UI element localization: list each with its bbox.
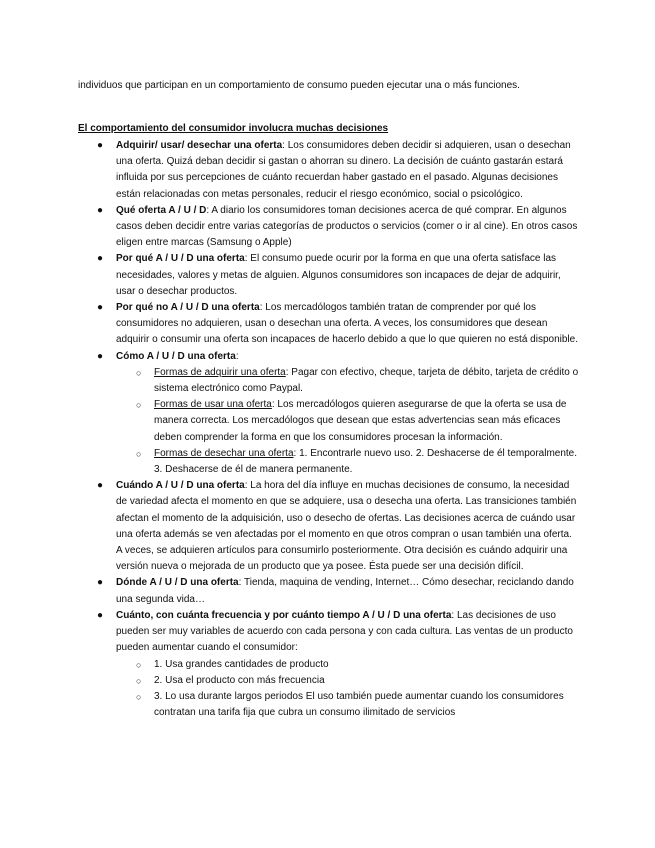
cuanto-sublist bbox=[116, 657, 579, 722]
item-title: Cómo A / U / D una oferta bbox=[116, 350, 236, 362]
sublist-label: Formas de desechar una oferta bbox=[154, 447, 294, 459]
item-text: : A diario los consumidores toman decisiones acerca de qué comprar. En algunos casos deben decidir entre varias categorías de productos o servicios (comer o ir al cine). En otros casos eligen entre marcas (Samsung o Apple) bbox=[116, 204, 578, 249]
section-heading: El comportamiento del consumidor involucra muchas decisiones bbox=[78, 123, 389, 134]
sublist-text: : Pagar con efectivo, cheque, tarjeta de débito, tarjeta de crédito o sistema electrónico como Paypal. bbox=[154, 366, 579, 395]
bullet-icon: ● bbox=[97, 204, 104, 216]
list-item bbox=[97, 349, 579, 479]
item-title: Qué oferta A / U / D bbox=[116, 204, 207, 216]
sublist-label: Formas de usar una oferta bbox=[154, 399, 272, 411]
sublist-item bbox=[136, 657, 579, 673]
item-text: : Las decisiones de uso pueden ser muy variables de acuerdo con cada persona y con cada cultura. Las ventas de un producto pueden aumentar cuando el consumidor: bbox=[116, 609, 573, 654]
item-text: : Tienda, maquina de vending, Internet… Cómo desechar, reciclando dando una segunda vida… bbox=[116, 577, 574, 605]
item-text: : bbox=[235, 350, 239, 362]
intro-paragraph: individuos que participan en un comportamiento de consumo pueden ejecutar una o más funciones. bbox=[78, 80, 520, 91]
bullet-icon: ● bbox=[97, 253, 104, 265]
hollow-bullet-icon: ○ bbox=[136, 448, 142, 459]
hollow-bullet-icon: ○ bbox=[136, 691, 142, 702]
sublist-text: 3. Lo usa durante largos periodos El uso también puede aumentar cuando los consumidores contratan una tarifa fija que cubra un consumo ilimitado de servicios bbox=[154, 690, 564, 719]
sublist-text: : Los mercadólogos quieren asegurarse de que la oferta se usa de manera correcta. Los mercadólogos que desean que estas advertencias sean más eficaces deben comprender la forma en que los consumidores procesan la información. bbox=[154, 399, 567, 443]
hollow-bullet-icon: ○ bbox=[136, 400, 142, 411]
decisions-list bbox=[0, 138, 655, 721]
hollow-bullet-icon: ○ bbox=[136, 675, 142, 686]
bullet-icon: ● bbox=[97, 140, 104, 151]
item-text: : La hora del día influye en muchas decisiones de consumo, la necesidad de variedad afecta el momento en que se adquiere, usa o desecha una oferta. Las transiciones también afectan el momento de la adquisición, uso o desecho de ofertas. Las decisiones acerca de cuándo usar una oferta además se ven afectadas por el momento en que otros compran o usan también una oferta. A veces, se adquieren artículos para consumirlo posteriormente. Otra decisión es cuándo adquirir una versión nueva o mejorada de un producto que ya posee. Ésta puede ser una decisión difícil. bbox=[116, 480, 577, 573]
sublist-item bbox=[136, 397, 579, 446]
list-item bbox=[97, 138, 579, 203]
hollow-bullet-icon: ○ bbox=[136, 367, 142, 378]
item-text: : Los consumidores deben decidir si adquieren, usan o desechan una oferta. Quizá deban decidir si gastan o ahorran su dinero. La decisión de cuánto gastarán estará influida por sus percepciones de cuánto recuerdan haber gastado en el pasado. Algunas decisiones están relacionadas con metas personales, reducir el riesgo económico, social o psicológico. bbox=[116, 140, 571, 200]
sublist-text: 2. Usa el producto con más frecuencia bbox=[154, 674, 325, 686]
sublist-item bbox=[136, 365, 579, 397]
sublist-item bbox=[136, 689, 579, 721]
bullet-icon: ● bbox=[97, 350, 104, 362]
item-text: : El consumo puede ocurir por la forma en que una oferta satisface las necesidades, valores y metas de alguien. Algunos consumidores son incapaces de dejar de adquirir, usar o desechar productos. bbox=[116, 253, 561, 297]
sublist-item bbox=[136, 446, 579, 478]
como-sublist bbox=[116, 365, 579, 478]
item-title: Cuándo A / U / D una oferta bbox=[116, 480, 245, 492]
bullet-icon: ● bbox=[97, 480, 104, 492]
sublist-text: : 1. Encontrarle nuevo uso. 2. Deshacerse de él temporalmente. 3. Deshacerse de él de manera permanente. bbox=[154, 447, 578, 476]
bullet-icon: ● bbox=[97, 577, 104, 589]
item-title: Cuánto, con cuánta frecuencia y por cuánto tiempo A / U / D una oferta bbox=[116, 609, 452, 621]
item-text: : Los mercadólogos también tratan de comprender por qué los consumidores no adquieren, usan o desechan una oferta. A veces, los consumidores que desean adquirir o consumir una oferta son incapaces de hacerlo debido a que lo que quieren no está disponible. bbox=[116, 302, 578, 346]
list-item bbox=[97, 478, 579, 575]
bullet-icon: ● bbox=[97, 302, 104, 314]
list-item bbox=[97, 608, 579, 721]
item-title: Dónde A / U / D una oferta bbox=[116, 577, 239, 589]
list-item bbox=[97, 203, 579, 252]
item-title: Por qué no A / U / D una oferta bbox=[116, 302, 260, 314]
item-title: Por qué A / U / D una oferta bbox=[116, 253, 245, 265]
sublist-label: Formas de adquirir una oferta bbox=[154, 366, 286, 378]
item-title: Adquirir/ usar/ desechar una oferta bbox=[116, 140, 283, 151]
hollow-bullet-icon: ○ bbox=[136, 659, 142, 670]
sublist-text: 1. Usa grandes cantidades de producto bbox=[154, 658, 329, 670]
bullet-icon: ● bbox=[97, 609, 104, 621]
list-item bbox=[97, 300, 579, 349]
sublist-item bbox=[136, 673, 579, 689]
list-item bbox=[97, 575, 579, 607]
list-item bbox=[97, 251, 579, 300]
